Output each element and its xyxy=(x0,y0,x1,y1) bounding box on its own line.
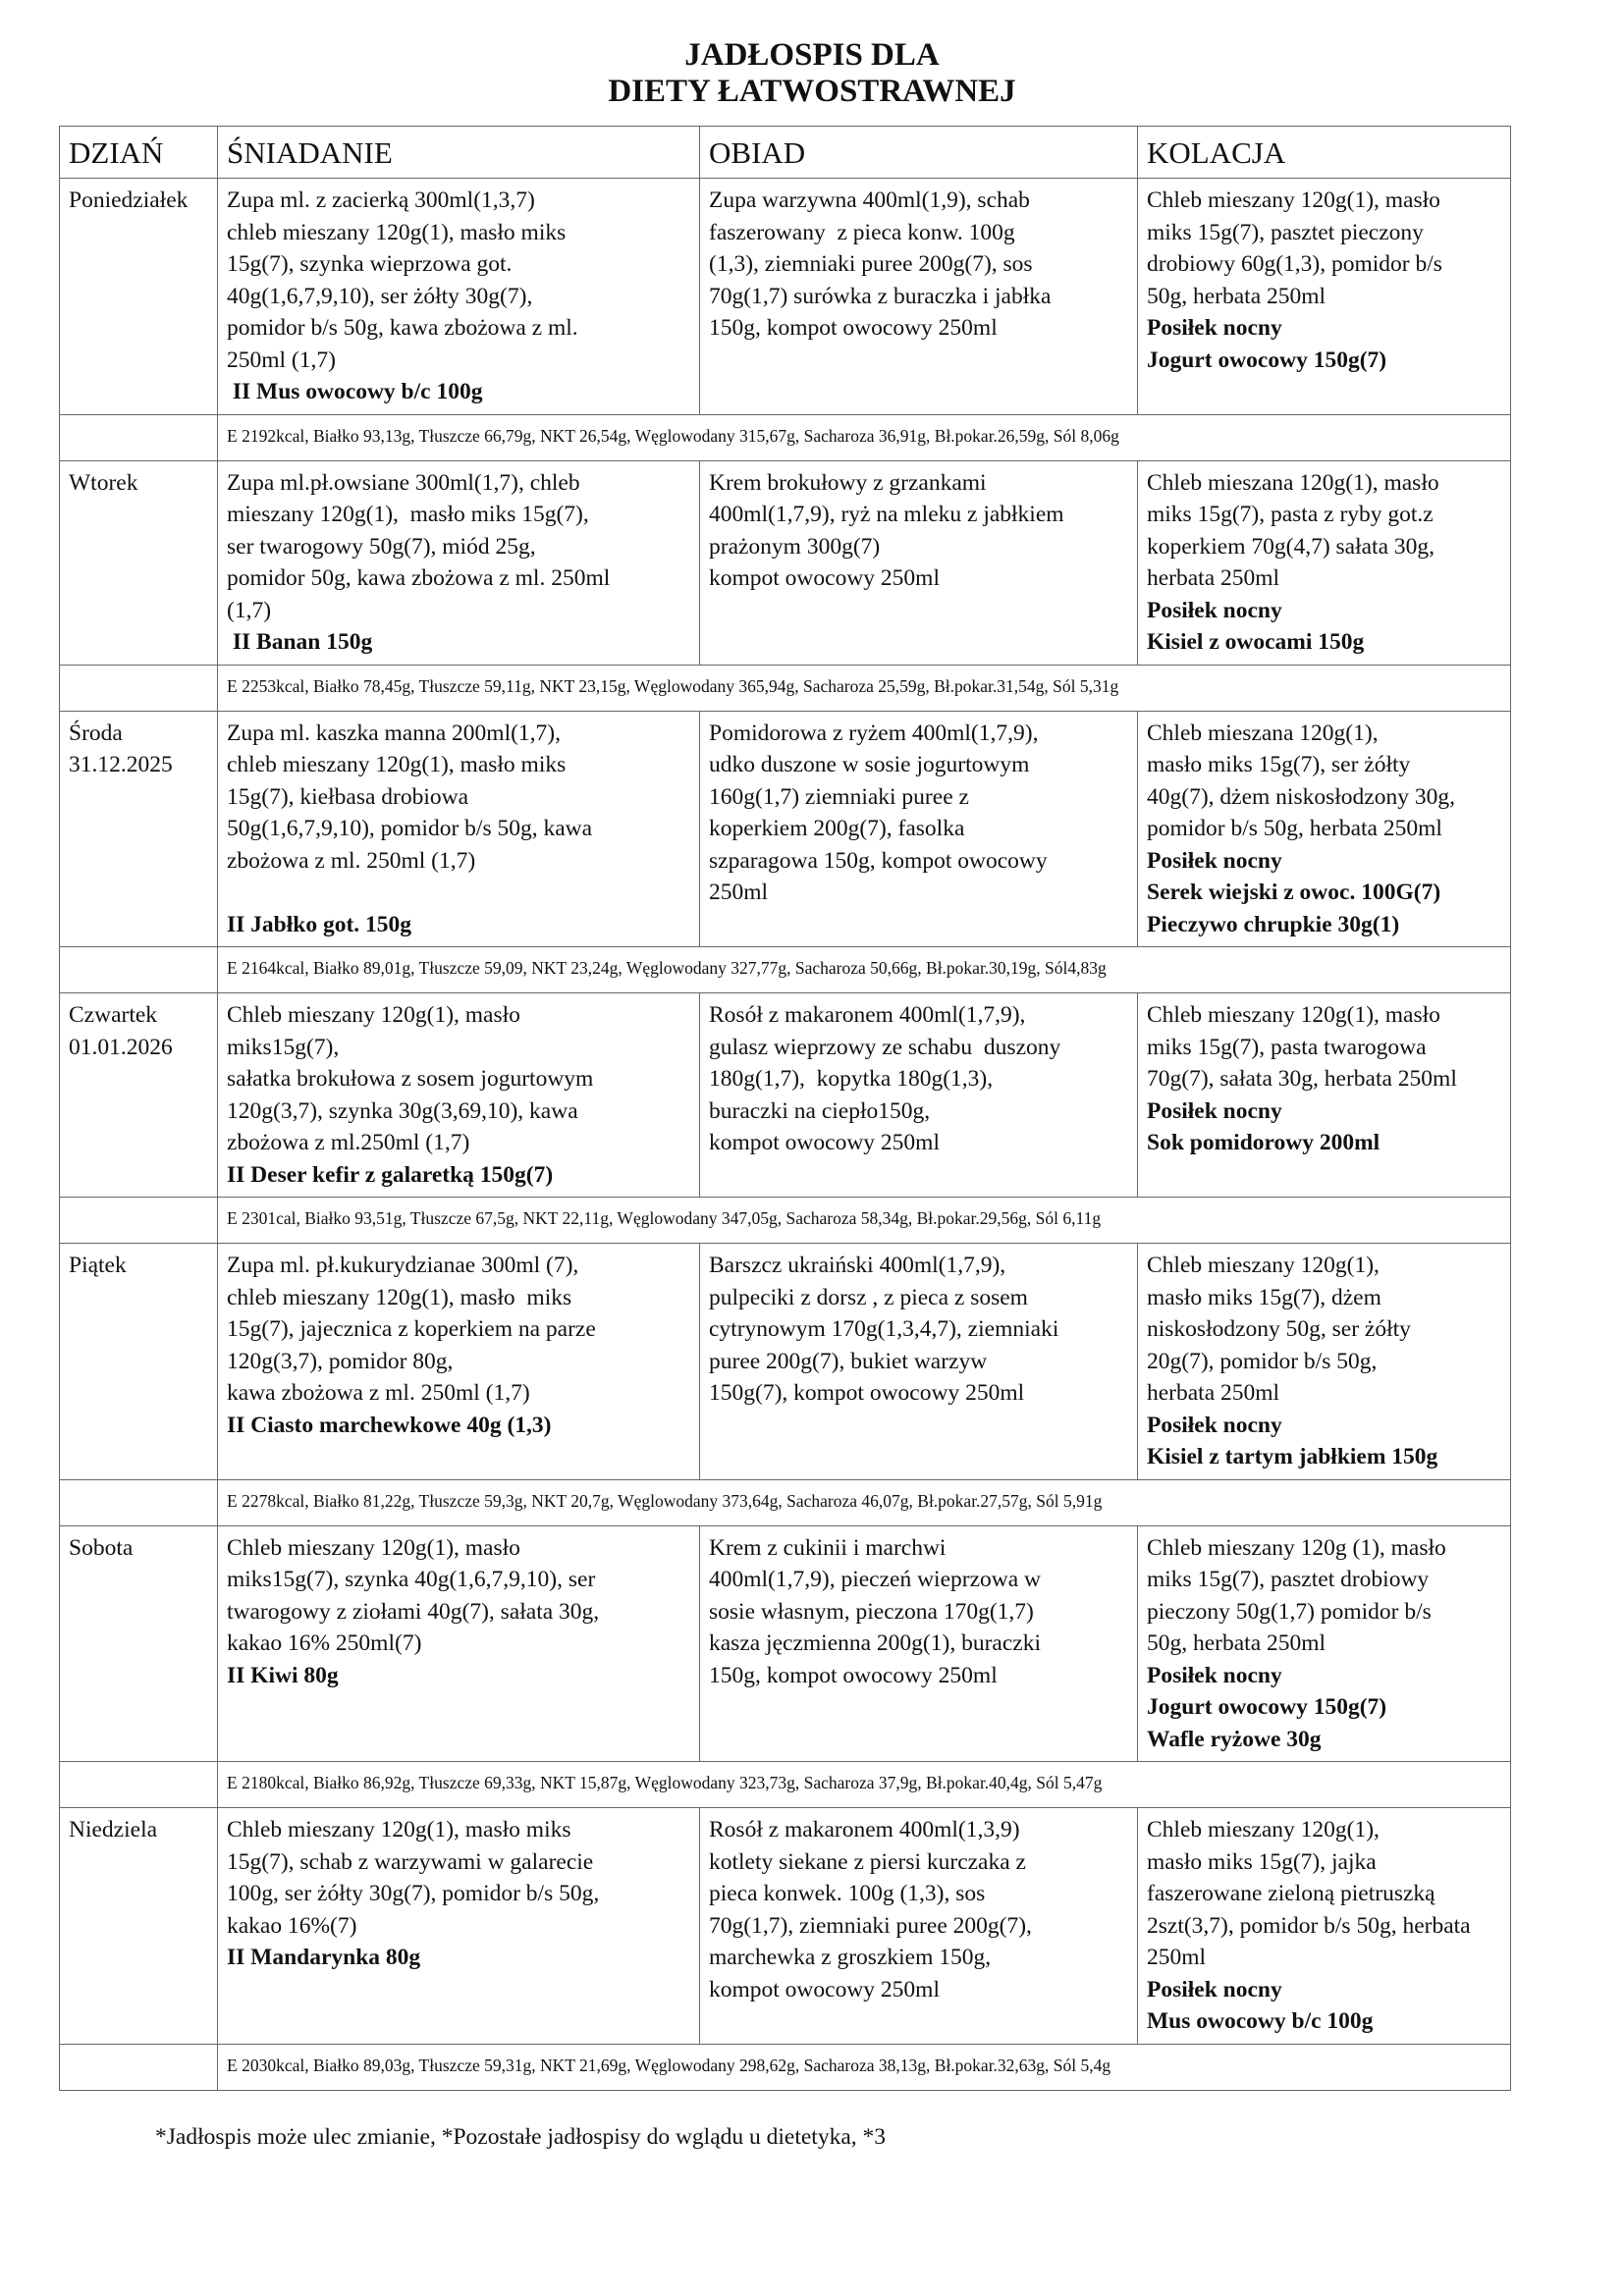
obiad-line: udko duszone w sosie jogurtowym xyxy=(709,752,1030,777)
kolacja-line: miks 15g(7), pasta twarogowa xyxy=(1147,1034,1427,1060)
obiad-line: kompot owocowy 250ml xyxy=(709,565,940,591)
header-row xyxy=(60,127,1511,179)
nutrition-cell: E 2180kcal, Białko 86,92g, Tłuszcze 69,33g, NKT 15,87g, Węglowodany 323,73g, Sacharoza 37,9g, Bł.pokar.40,4g, Sól 5,47g xyxy=(218,1762,1511,1808)
kolacja-line: Posiłek nocny xyxy=(1147,1976,1282,2002)
kolacja-line: Sok pomidorowy 200ml xyxy=(1147,1130,1380,1155)
kolacja-line: pomidor b/s 50g, herbata 250ml xyxy=(1147,816,1442,841)
kolacja-line: masło miks 15g(7), ser żółty xyxy=(1147,752,1411,777)
sniadanie-line: zbożowa z ml.250ml (1,7) xyxy=(227,1130,470,1155)
obiad-line: szparagowa 150g, kompot owocowy xyxy=(709,847,1048,874)
sniadanie-line: Chleb mieszany 120g(1), masło miks xyxy=(227,1817,571,1842)
nutrition-cell: E 2164kcal, Białko 89,01g, Tłuszcze 59,09, NKT 23,24g, Węglowodany 327,77g, Sacharoza 50,66g, Bł.pokar.30,19g, Sól4,83g xyxy=(218,947,1511,993)
kolacja-line: Pieczywo chrupkie 30g(1) xyxy=(1147,911,1400,937)
obiad-cell xyxy=(700,711,1138,947)
sniadanie-line: 15g(7), schab z warzywami w galarecie xyxy=(227,1848,594,1875)
kolacja-line: Chleb mieszany 120g(1), masło xyxy=(1147,187,1440,213)
obiad-line: kompot owocowy 250ml xyxy=(709,1976,940,2002)
obiad-line: cytrynowym 170g(1,3,4,7), ziemniaki xyxy=(709,1316,1059,1342)
kolacja-line: miks 15g(7), pasta z ryby got.z xyxy=(1147,502,1434,527)
sniadanie-line: II Deser kefir z galaretką 150g(7) xyxy=(227,1161,554,1188)
day-name-line: Czwartek xyxy=(69,1002,158,1028)
kolacja-line: Posiłek nocny xyxy=(1147,597,1282,623)
obiad-cell xyxy=(700,1525,1138,1762)
day-name-line: Środa xyxy=(69,720,123,746)
nutrition-cell: E 2253kcal, Białko 78,45g, Tłuszcze 59,11g, NKT 23,15g, Węglowodany 365,94g, Sacharoza 25,59g, Bł.pokar.31,54g, Sól 5,31g xyxy=(218,665,1511,711)
kolacja-line: Chleb mieszana 120g(1), masło xyxy=(1147,469,1439,496)
sniadanie-line: 15g(7), kiełbasa drobiowa xyxy=(227,783,469,810)
header-obiad: OBIAD xyxy=(700,127,1138,179)
sniadanie-cell xyxy=(218,1525,700,1762)
obiad-line: Rosół z makaronem 400ml(1,7,9), xyxy=(709,1002,1026,1028)
kolacja-line: Posiłek nocny xyxy=(1147,1412,1282,1438)
nutrition-row xyxy=(60,1479,1511,1525)
obiad-line: gulasz wieprzowy ze schabu duszony xyxy=(709,1034,1061,1060)
sniadanie-line: (1,7) xyxy=(227,597,272,623)
kolacja-line: 50g, herbata 250ml xyxy=(1147,1630,1326,1656)
sniadanie-line: kakao 16% 250ml(7) xyxy=(227,1630,422,1656)
nutrition-blank-cell xyxy=(60,1198,218,1244)
sniadanie-line: chleb mieszany 120g(1), masło miks xyxy=(227,1284,572,1310)
nutrition-blank-cell xyxy=(60,1479,218,1525)
obiad-cell xyxy=(700,993,1138,1198)
obiad-line: pulpeciki z dorsz , z pieca z sosem xyxy=(709,1284,1028,1310)
kolacja-line: Mus owocowy b/c 100g xyxy=(1147,2008,1374,2034)
obiad-line: marchewka z groszkiem 150g, xyxy=(709,1945,992,1970)
sniadanie-line: 50g(1,6,7,9,10), pomidor b/s 50g, kawa xyxy=(227,816,593,841)
sniadanie-line: chleb mieszany 120g(1), masło miks xyxy=(227,219,567,245)
kolacja-line: Chleb mieszana 120g(1), xyxy=(1147,720,1379,746)
footer-note: *Jadłospis może ulec zmianie, *Pozostałe jadłospisy do wglądu u dietetyka, *3 xyxy=(155,2124,887,2150)
sniadanie-line: II Banan 150g xyxy=(227,629,373,655)
obiad-line: Zupa warzywna 400ml(1,9), schab xyxy=(709,187,1030,213)
kolacja-line: Chleb mieszany 120g(1), xyxy=(1147,1253,1380,1278)
kolacja-line: Posiłek nocny xyxy=(1147,1097,1282,1124)
sniadanie-line: 120g(3,7), pomidor 80g, xyxy=(227,1348,454,1374)
sniadanie-cell xyxy=(218,460,700,665)
kolacja-line: masło miks 15g(7), jajka xyxy=(1147,1848,1377,1875)
sniadanie-line: Chleb mieszany 120g(1), masło xyxy=(227,1002,520,1028)
obiad-line: 150g, kompot owocowy 250ml xyxy=(709,1662,998,1688)
sniadanie-line: 120g(3,7), szynka 30g(3,69,10), kawa xyxy=(227,1097,578,1124)
kolacja-line: faszerowane zieloną pietruszką xyxy=(1147,1881,1435,1906)
nutrition-row xyxy=(60,2044,1511,2090)
kolacja-line: Kisiel z owocami 150g xyxy=(1147,629,1365,655)
nutrition-blank-cell xyxy=(60,947,218,993)
sniadanie-line: ser twarogowy 50g(7), miód 25g, xyxy=(227,533,536,560)
day-name-line: Piątek xyxy=(69,1253,127,1278)
obiad-line: 250ml xyxy=(709,880,769,905)
sniadanie-line: Zupa ml.pł.owsiane 300ml(1,7), chleb xyxy=(227,469,580,496)
kolacja-line: 50g, herbata 250ml xyxy=(1147,283,1326,309)
kolacja-line: Jogurt owocowy 150g(7) xyxy=(1147,347,1387,373)
sniadanie-line: II Mus owocowy b/c 100g xyxy=(227,379,483,404)
obiad-line: (1,3), ziemniaki puree 200g(7), sos xyxy=(709,251,1033,277)
kolacja-cell xyxy=(1138,460,1511,665)
kolacja-cell xyxy=(1138,993,1511,1198)
kolacja-line: 40g(7), dżem niskosłodzony 30g, xyxy=(1147,783,1455,810)
sniadanie-line: mieszany 120g(1), masło miks 15g(7), xyxy=(227,502,589,527)
sniadanie-line: 15g(7), jajecznica z koperkiem na parze xyxy=(227,1316,596,1342)
kolacja-line: 250ml xyxy=(1147,1945,1207,1970)
header-kolacja: KOLACJA xyxy=(1138,127,1511,179)
sniadanie-line: kakao 16%(7) xyxy=(227,1912,357,1939)
nutrition-row xyxy=(60,1762,1511,1808)
nutrition-row xyxy=(60,947,1511,993)
nutrition-row xyxy=(60,414,1511,460)
sniadanie-cell xyxy=(218,1808,700,2045)
obiad-line: 70g(1,7) surówka z buraczka i jabłka xyxy=(709,283,1052,309)
page-title xyxy=(0,37,1624,110)
kolacja-line: Posiłek nocny xyxy=(1147,315,1282,341)
obiad-line: faszerowany z pieca konw. 100g xyxy=(709,219,1015,245)
kolacja-line: Kisiel z tartym jabłkiem 150g xyxy=(1147,1444,1438,1469)
nutrition-blank-cell xyxy=(60,414,218,460)
obiad-line: 150g(7), kompot owocowy 250ml xyxy=(709,1380,1025,1406)
kolacja-line: koperkiem 70g(4,7) sałata 30g, xyxy=(1147,533,1435,560)
obiad-line: 70g(1,7), ziemniaki puree 200g(7), xyxy=(709,1912,1032,1939)
kolacja-line: Posiłek nocny xyxy=(1147,1662,1282,1688)
obiad-line: 400ml(1,7,9), ryż na mleku z jabłkiem xyxy=(709,502,1064,527)
day-row xyxy=(60,1244,1511,1480)
obiad-cell xyxy=(700,1244,1138,1480)
obiad-line: prażonym 300g(7) xyxy=(709,533,881,560)
kolacja-line: pieczony 50g(1,7) pomidor b/s xyxy=(1147,1598,1432,1625)
day-name-cell xyxy=(60,179,218,415)
sniadanie-line: zbożowa z ml. 250ml (1,7) xyxy=(227,847,476,874)
nutrition-row xyxy=(60,665,1511,711)
day-row xyxy=(60,1525,1511,1762)
obiad-line: 400ml(1,7,9), pieczeń wieprzowa w xyxy=(709,1567,1042,1592)
day-name-line: Niedziela xyxy=(69,1817,158,1842)
sniadanie-line: 250ml (1,7) xyxy=(227,347,336,373)
day-name-line: 01.01.2026 xyxy=(69,1034,173,1060)
sniadanie-line: Zupa ml. pł.kukurydzianae 300ml (7), xyxy=(227,1253,579,1278)
kolacja-cell xyxy=(1138,1244,1511,1480)
day-row xyxy=(60,1808,1511,2045)
sniadanie-line xyxy=(227,877,691,909)
obiad-line: kompot owocowy 250ml xyxy=(709,1130,940,1155)
kolacja-cell xyxy=(1138,711,1511,947)
day-row xyxy=(60,711,1511,947)
kolacja-line: Chleb mieszany 120g(1), masło xyxy=(1147,1002,1440,1028)
obiad-line: Barszcz ukraiński 400ml(1,7,9), xyxy=(709,1253,1006,1278)
obiad-line: kasza jęczmienna 200g(1), buraczki xyxy=(709,1630,1041,1656)
kolacja-line: Jogurt owocowy 150g(7) xyxy=(1147,1694,1387,1720)
kolacja-line: 20g(7), pomidor b/s 50g, xyxy=(1147,1348,1378,1374)
sniadanie-line: II Kiwi 80g xyxy=(227,1662,339,1688)
kolacja-line: herbata 250ml xyxy=(1147,1380,1280,1406)
kolacja-line: masło miks 15g(7), dżem xyxy=(1147,1284,1381,1310)
sniadanie-line: II Ciasto marchewkowe 40g (1,3) xyxy=(227,1412,552,1438)
obiad-line: 160g(1,7) ziemniaki puree z xyxy=(709,783,969,810)
kolacja-line: herbata 250ml xyxy=(1147,565,1280,591)
nutrition-blank-cell xyxy=(60,2044,218,2090)
sniadanie-line: pomidor b/s 50g, kawa zbożowa z ml. xyxy=(227,315,578,341)
sniadanie-line: II Mandarynka 80g xyxy=(227,1945,421,1970)
menu-table xyxy=(59,126,1511,2091)
obiad-cell xyxy=(700,460,1138,665)
header-dzial: DZIAŃ xyxy=(60,127,218,179)
day-name-cell xyxy=(60,711,218,947)
obiad-cell xyxy=(700,1808,1138,2045)
sniadanie-line: II Jabłko got. 150g xyxy=(227,911,412,937)
obiad-line: Krem brokułowy z grzankami xyxy=(709,469,987,496)
sniadanie-line: 100g, ser żółty 30g(7), pomidor b/s 50g, xyxy=(227,1881,600,1906)
sniadanie-line: sałatka brokułowa z sosem jogurtowym xyxy=(227,1066,594,1092)
obiad-line: puree 200g(7), bukiet warzyw xyxy=(709,1348,988,1374)
day-row xyxy=(60,993,1511,1198)
sniadanie-line: miks15g(7), xyxy=(227,1034,340,1060)
obiad-line: Rosół z makaronem 400ml(1,3,9) xyxy=(709,1817,1020,1842)
obiad-line: buraczki na ciepło150g, xyxy=(709,1097,931,1124)
sniadanie-cell xyxy=(218,179,700,415)
sniadanie-line: Zupa ml. z zacierką 300ml(1,3,7) xyxy=(227,187,535,213)
obiad-line: kotlety siekane z piersi kurczaka z xyxy=(709,1848,1026,1875)
day-name-line: 31.12.2025 xyxy=(69,752,173,777)
sniadanie-cell xyxy=(218,1244,700,1480)
obiad-line: 180g(1,7), kopytka 180g(1,3), xyxy=(709,1066,994,1092)
kolacja-line: Chleb mieszany 120g (1), masło xyxy=(1147,1534,1446,1561)
nutrition-blank-cell xyxy=(60,665,218,711)
kolacja-line: niskosłodzony 50g, ser żółty xyxy=(1147,1316,1411,1342)
day-name-cell xyxy=(60,993,218,1198)
obiad-line: koperkiem 200g(7), fasolka xyxy=(709,816,965,841)
nutrition-row xyxy=(60,1198,1511,1244)
kolacja-line: 70g(7), sałata 30g, herbata 250ml xyxy=(1147,1066,1457,1092)
obiad-line: Pomidorowa z ryżem 400ml(1,7,9), xyxy=(709,720,1039,746)
sniadanie-line: twarogowy z ziołami 40g(7), sałata 30g, xyxy=(227,1598,600,1625)
sniadanie-cell xyxy=(218,993,700,1198)
kolacja-line: 2szt(3,7), pomidor b/s 50g, herbata xyxy=(1147,1912,1471,1939)
kolacja-line: miks 15g(7), pasztet drobiowy xyxy=(1147,1567,1430,1592)
kolacja-line: Wafle ryżowe 30g xyxy=(1147,1726,1322,1752)
obiad-line: Krem z cukinii i marchwi xyxy=(709,1534,947,1561)
header-sniadanie: ŚNIADANIE xyxy=(218,127,700,179)
sniadanie-line: Chleb mieszany 120g(1), masło xyxy=(227,1534,520,1561)
nutrition-cell: E 2301cal, Białko 93,51g, Tłuszcze 67,5g, NKT 22,11g, Węglowodany 347,05g, Sacharoza 58,34g, Bł.pokar.29,56g, Sól 6,11g xyxy=(218,1198,1511,1244)
kolacja-line: drobiowy 60g(1,3), pomidor b/s xyxy=(1147,251,1442,277)
nutrition-cell: E 2278kcal, Białko 81,22g, Tłuszcze 59,3g, NKT 20,7g, Węglowodany 373,64g, Sacharoza 46,07g, Bł.pokar.27,57g, Sól 5,91g xyxy=(218,1479,1511,1525)
sniadanie-line: kawa zbożowa z ml. 250ml (1,7) xyxy=(227,1380,530,1406)
kolacja-cell xyxy=(1138,1525,1511,1762)
title-line-1: JADŁOSPIS DLA xyxy=(684,37,940,73)
kolacja-line: Serek wiejski z owoc. 100G(7) xyxy=(1147,880,1441,905)
day-name-cell xyxy=(60,460,218,665)
sniadanie-line: Zupa ml. kaszka manna 200ml(1,7), xyxy=(227,720,562,746)
kolacja-cell xyxy=(1138,179,1511,415)
obiad-cell xyxy=(700,179,1138,415)
sniadanie-cell xyxy=(218,711,700,947)
title-line-2: DIETY ŁATWOSTRAWNEJ xyxy=(608,74,1016,109)
nutrition-cell: E 2030kcal, Białko 89,03g, Tłuszcze 59,31g, NKT 21,69g, Węglowodany 298,62g, Sacharoza 38,13g, Bł.pokar.32,63g, Sól 5,4g xyxy=(218,2044,1511,2090)
day-name-cell xyxy=(60,1808,218,2045)
sniadanie-line: 40g(1,6,7,9,10), ser żółty 30g(7), xyxy=(227,283,533,309)
sniadanie-line: 15g(7), szynka wieprzowa got. xyxy=(227,251,513,277)
day-name-cell xyxy=(60,1244,218,1480)
nutrition-cell: E 2192kcal, Białko 93,13g, Tłuszcze 66,79g, NKT 26,54g, Węglowodany 315,67g, Sacharoza 36,91g, Bł.pokar.26,59g, Sól 8,06g xyxy=(218,414,1511,460)
sniadanie-line: pomidor 50g, kawa zbożowa z ml. 250ml xyxy=(227,565,611,591)
day-name-line: Poniedziałek xyxy=(69,187,189,213)
day-row xyxy=(60,460,1511,665)
kolacja-line: Posiłek nocny xyxy=(1147,847,1282,874)
nutrition-blank-cell xyxy=(60,1762,218,1808)
day-name-line: Wtorek xyxy=(69,469,138,496)
sniadanie-line: miks15g(7), szynka 40g(1,6,7,9,10), ser xyxy=(227,1567,596,1592)
obiad-line: 150g, kompot owocowy 250ml xyxy=(709,315,998,341)
kolacja-line: Chleb mieszany 120g(1), xyxy=(1147,1817,1380,1842)
sniadanie-line: chleb mieszany 120g(1), masło miks xyxy=(227,752,567,777)
day-name-line: Sobota xyxy=(69,1534,134,1561)
kolacja-line: miks 15g(7), pasztet pieczony xyxy=(1147,219,1424,245)
kolacja-cell xyxy=(1138,1808,1511,2045)
obiad-line: pieca konwek. 100g (1,3), sos xyxy=(709,1881,986,1906)
day-name-cell xyxy=(60,1525,218,1762)
obiad-line: sosie własnym, pieczona 170g(1,7) xyxy=(709,1598,1034,1625)
day-row xyxy=(60,179,1511,415)
